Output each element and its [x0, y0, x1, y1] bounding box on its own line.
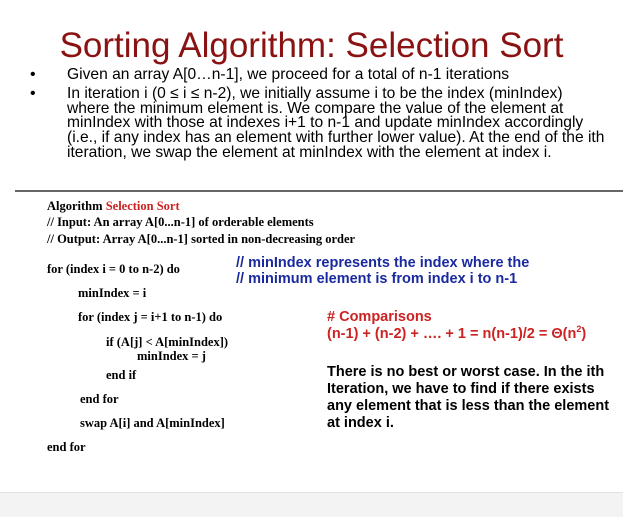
end-inner-for-line: end for [80, 392, 119, 406]
bullet-dot-icon: • [30, 66, 36, 83]
section-divider [15, 190, 623, 192]
end-outer-for-line: end for [47, 440, 86, 454]
outer-for-line: for (index i = 0 to n-2) do [47, 262, 180, 276]
formula-close: ) [581, 326, 587, 342]
comparisons-heading: # Comparisons [327, 309, 432, 325]
bullet-text: Given an array A[0…n-1], we proceed for a total of n-1 iterations [67, 66, 510, 83]
algorithm-heading [47, 199, 180, 214]
formula-exponent: 2 [576, 324, 582, 335]
formula-text: (n-1) + (n-2) + …. + 1 = n(n-1)/2 = Θ(n [327, 326, 577, 342]
if-line: if (A[j] < A[minIndex]) [106, 335, 229, 349]
bullet-dot-icon: • [30, 84, 36, 102]
bullet-item [30, 84, 605, 161]
algorithm-output: // Output: Array A[0...n-1] sorted in non-decreasing order [47, 232, 356, 246]
comparisons-block [327, 309, 586, 343]
bottom-strip [0, 492, 623, 517]
comment-line-2: // minimum element is from index i to n-1 [236, 271, 518, 287]
bullet-list [30, 68, 605, 165]
inner-for-line: for (index j = i+1 to n-1) do [78, 310, 223, 324]
bullet-text: In iteration i (0 ≤ i ≤ n-2), we initially assume i to be the index (minIndex) where the minimum element is. We compare the value of the element at minIndex with those at indexes i+1 to n-1 and update minIndex accordingly (i.e., if any index has an element with further lower value). At the end of the ith iteration, we swap the element at minIndex with the element at index i. [67, 84, 605, 161]
comment-line-1: // minIndex represents the index where the [236, 255, 530, 271]
algorithm-heading-prefix: Algorithm [47, 199, 103, 213]
comparisons-formula [327, 326, 586, 343]
bullet-item [30, 68, 605, 83]
min-index-comment [236, 255, 529, 287]
swap-line: swap A[i] and A[minIndex] [80, 416, 225, 430]
min-assign-line: minIndex = i [78, 286, 147, 300]
algorithm-input: // Input: An array A[0...n-1] of orderable elements [47, 215, 314, 229]
complexity-note: There is no best or worst case. In the ith Iteration, we have to find if there exists any element that is less than the element at index i. [327, 364, 610, 431]
slide-title: Sorting Algorithm: Selection Sort [59, 26, 564, 65]
algorithm-name: Selection Sort [105, 199, 180, 213]
min-update-line: minIndex = j [137, 349, 206, 363]
end-if-line: end if [106, 368, 137, 382]
